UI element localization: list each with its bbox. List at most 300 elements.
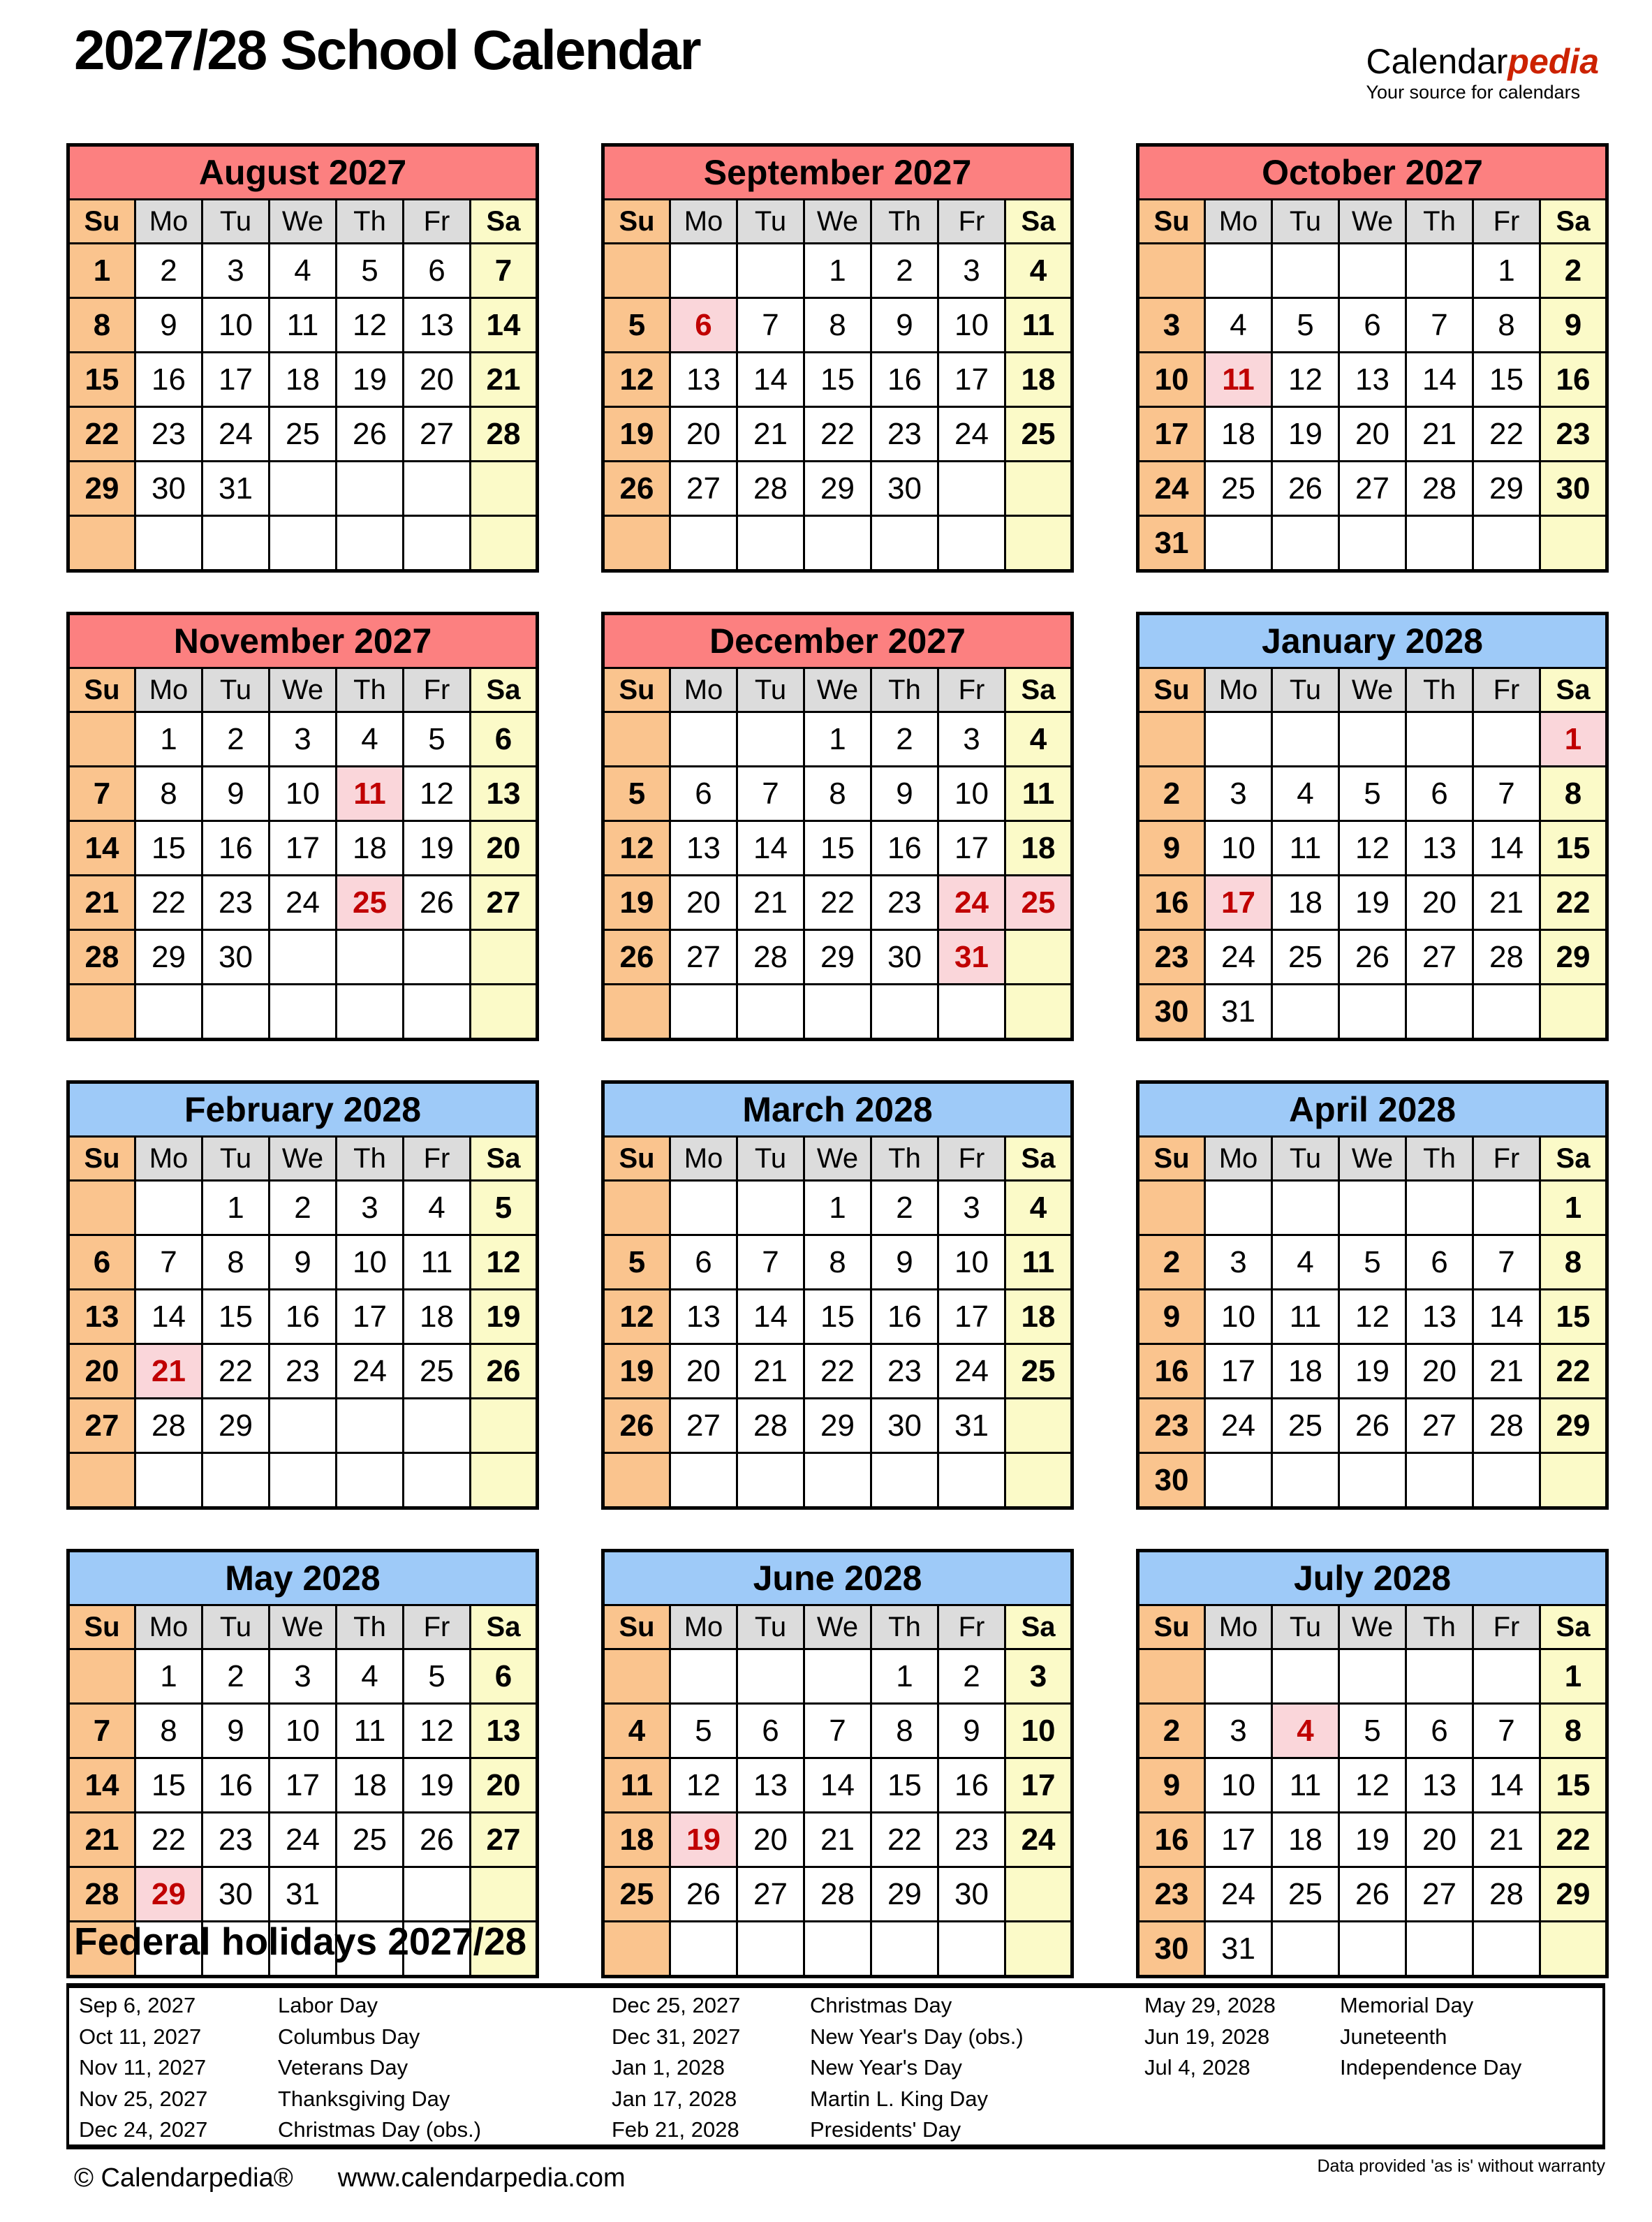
empty-day-cell <box>135 1181 202 1235</box>
day-cell: 11 <box>404 1235 471 1290</box>
empty-day-cell <box>1005 1453 1072 1508</box>
holiday-name: Independence Day <box>1340 2055 1522 2080</box>
day-cell: 1 <box>1473 244 1540 298</box>
day-cell: 22 <box>804 876 871 930</box>
day-cell: 21 <box>1473 1813 1540 1867</box>
day-cell: 16 <box>270 1290 337 1344</box>
empty-day-cell <box>471 462 538 516</box>
day-cell: 15 <box>1540 1758 1607 1813</box>
day-cell: 18 <box>1205 407 1272 462</box>
weekday-label-fr: Fr <box>404 200 471 244</box>
day-cell: 6 <box>670 1235 737 1290</box>
holiday-date: Dec 31, 2027 <box>612 2024 741 2049</box>
logo-brand <box>1366 43 1600 80</box>
day-cell: 26 <box>404 1813 471 1867</box>
copyright-text: © Calendarpedia® <box>74 2163 293 2193</box>
empty-day-cell <box>871 1453 938 1508</box>
month-calendar-march-2028 <box>601 1080 1074 1510</box>
day-cell: 29 <box>68 462 135 516</box>
day-cell: 12 <box>603 821 670 876</box>
day-cell: 26 <box>1272 462 1339 516</box>
empty-day-cell <box>938 1922 1005 1977</box>
day-cell: 27 <box>670 1399 737 1453</box>
weekday-label-fr: Fr <box>938 200 1005 244</box>
day-cell: 14 <box>737 353 804 407</box>
weekday-label-th: Th <box>337 668 404 712</box>
month-title: March 2028 <box>603 1082 1072 1137</box>
day-cell: 3 <box>1005 1649 1072 1704</box>
empty-day-cell <box>1339 516 1406 571</box>
month-title: May 2028 <box>68 1551 538 1605</box>
day-cell: 23 <box>202 876 270 930</box>
holiday-date: Sep 6, 2027 <box>79 1993 196 2018</box>
weekday-label-sa: Sa <box>1540 668 1607 712</box>
empty-day-cell <box>1005 1922 1072 1977</box>
empty-day-cell <box>670 516 737 571</box>
empty-day-cell <box>737 712 804 767</box>
day-cell: 22 <box>135 876 202 930</box>
empty-day-cell <box>1272 1922 1339 1977</box>
empty-day-cell <box>1272 516 1339 571</box>
empty-day-cell <box>1205 244 1272 298</box>
day-cell: 19 <box>471 1290 538 1344</box>
day-cell: 29 <box>1540 930 1607 985</box>
weekday-label-fr: Fr <box>1473 1137 1540 1181</box>
day-cell: 20 <box>471 1758 538 1813</box>
day-cell: 20 <box>471 821 538 876</box>
empty-day-cell <box>670 1649 737 1704</box>
months-grid <box>66 143 1605 1978</box>
day-cell: 20 <box>670 407 737 462</box>
holiday-date: Dec 24, 2027 <box>79 2117 208 2142</box>
day-cell: 17 <box>270 821 337 876</box>
day-cell: 31 <box>270 1867 337 1922</box>
day-cell: 18 <box>1005 1290 1072 1344</box>
day-cell: 20 <box>1339 407 1406 462</box>
day-cell: 21 <box>1473 1344 1540 1399</box>
day-cell: 16 <box>202 1758 270 1813</box>
day-cell: 10 <box>1205 821 1272 876</box>
day-cell: 20 <box>670 1344 737 1399</box>
day-cell: 9 <box>1138 821 1205 876</box>
holiday-name: Martin L. King Day <box>810 2086 988 2111</box>
weekday-label-sa: Sa <box>471 1137 538 1181</box>
empty-day-cell <box>1272 244 1339 298</box>
empty-day-cell <box>603 516 670 571</box>
holiday-day-cell: 25 <box>337 876 404 930</box>
empty-day-cell <box>871 516 938 571</box>
day-cell: 31 <box>938 1399 1005 1453</box>
day-cell: 8 <box>1540 1235 1607 1290</box>
weekday-label-tu: Tu <box>737 1605 804 1649</box>
day-cell: 25 <box>1272 930 1339 985</box>
day-cell: 4 <box>1205 298 1272 353</box>
weekday-label-sa: Sa <box>471 668 538 712</box>
day-cell: 14 <box>1473 1758 1540 1813</box>
day-cell: 16 <box>871 821 938 876</box>
day-cell: 8 <box>1540 1704 1607 1758</box>
day-cell: 21 <box>68 1813 135 1867</box>
day-cell: 9 <box>871 767 938 821</box>
empty-day-cell <box>1473 1453 1540 1508</box>
day-cell: 5 <box>1272 298 1339 353</box>
day-cell: 28 <box>804 1867 871 1922</box>
empty-day-cell <box>404 1399 471 1453</box>
day-cell: 5 <box>404 1649 471 1704</box>
day-cell: 13 <box>471 767 538 821</box>
holiday-name: Thanksgiving Day <box>278 2086 450 2111</box>
day-cell: 23 <box>938 1813 1005 1867</box>
day-cell: 8 <box>135 1704 202 1758</box>
weekday-label-we: We <box>270 200 337 244</box>
day-cell: 7 <box>1406 298 1473 353</box>
empty-day-cell <box>603 1922 670 1977</box>
holiday-day-cell: 25 <box>1005 876 1072 930</box>
day-cell: 17 <box>270 1758 337 1813</box>
day-cell: 25 <box>1272 1867 1339 1922</box>
weekday-label-sa: Sa <box>1005 1137 1072 1181</box>
day-cell: 25 <box>404 1344 471 1399</box>
holiday-date: Jan 17, 2028 <box>612 2086 737 2111</box>
empty-day-cell <box>404 1453 471 1508</box>
empty-day-cell <box>404 516 471 571</box>
empty-day-cell <box>603 1453 670 1508</box>
empty-day-cell <box>1339 1453 1406 1508</box>
day-cell: 17 <box>1205 1344 1272 1399</box>
day-cell: 2 <box>871 1181 938 1235</box>
day-cell: 20 <box>670 876 737 930</box>
empty-day-cell <box>1005 462 1072 516</box>
weekday-label-su: Su <box>603 668 670 712</box>
holiday-day-cell: 6 <box>670 298 737 353</box>
day-cell: 3 <box>270 712 337 767</box>
day-cell: 29 <box>804 930 871 985</box>
weekday-label-tu: Tu <box>1272 668 1339 712</box>
empty-day-cell <box>670 244 737 298</box>
day-cell: 14 <box>1473 1290 1540 1344</box>
day-cell: 28 <box>1473 930 1540 985</box>
day-cell: 27 <box>471 1813 538 1867</box>
day-cell: 15 <box>871 1758 938 1813</box>
day-cell: 19 <box>404 1758 471 1813</box>
logo-tagline: Your source for calendars <box>1366 81 1581 103</box>
day-cell: 18 <box>337 821 404 876</box>
empty-day-cell <box>202 985 270 1040</box>
day-cell: 24 <box>337 1344 404 1399</box>
empty-day-cell <box>1473 516 1540 571</box>
empty-day-cell <box>1540 516 1607 571</box>
empty-day-cell <box>1205 516 1272 571</box>
month-title: August 2027 <box>68 145 538 200</box>
weekday-label-fr: Fr <box>1473 200 1540 244</box>
day-cell: 18 <box>1005 821 1072 876</box>
weekday-label-mo: Mo <box>1205 1137 1272 1181</box>
holiday-day-cell: 24 <box>938 876 1005 930</box>
empty-day-cell <box>804 516 871 571</box>
day-cell: 4 <box>1005 1181 1072 1235</box>
holiday-day-cell: 17 <box>1205 876 1272 930</box>
day-cell: 7 <box>804 1704 871 1758</box>
day-cell: 5 <box>603 767 670 821</box>
day-cell: 3 <box>202 244 270 298</box>
day-cell: 10 <box>270 767 337 821</box>
day-cell: 19 <box>1272 407 1339 462</box>
empty-day-cell <box>68 1453 135 1508</box>
day-cell: 18 <box>337 1758 404 1813</box>
empty-day-cell <box>1272 1649 1339 1704</box>
day-cell: 25 <box>1005 1344 1072 1399</box>
day-cell: 9 <box>1138 1290 1205 1344</box>
holiday-date: Oct 11, 2027 <box>79 2024 202 2049</box>
month-title: December 2027 <box>603 614 1072 668</box>
day-cell: 22 <box>1540 876 1607 930</box>
weekday-label-th: Th <box>871 1605 938 1649</box>
empty-day-cell <box>737 1649 804 1704</box>
day-cell: 26 <box>337 407 404 462</box>
day-cell: 17 <box>938 1290 1005 1344</box>
day-cell: 22 <box>1540 1813 1607 1867</box>
month-calendar-july-2028 <box>1136 1549 1609 1978</box>
empty-day-cell <box>1005 985 1072 1040</box>
day-cell: 23 <box>1138 1399 1205 1453</box>
day-cell: 7 <box>737 298 804 353</box>
day-cell: 25 <box>1272 1399 1339 1453</box>
day-cell: 20 <box>68 1344 135 1399</box>
day-cell: 8 <box>68 298 135 353</box>
day-cell: 20 <box>1406 1813 1473 1867</box>
day-cell: 14 <box>471 298 538 353</box>
weekday-label-tu: Tu <box>737 1137 804 1181</box>
day-cell: 4 <box>1005 712 1072 767</box>
day-cell: 9 <box>871 1235 938 1290</box>
day-cell: 22 <box>68 407 135 462</box>
day-cell: 16 <box>938 1758 1005 1813</box>
day-cell: 23 <box>270 1344 337 1399</box>
day-cell: 29 <box>804 462 871 516</box>
weekday-label-sa: Sa <box>1540 1605 1607 1649</box>
day-cell: 5 <box>1339 1704 1406 1758</box>
holiday-date: Jan 1, 2028 <box>612 2055 725 2080</box>
day-cell: 4 <box>1272 767 1339 821</box>
empty-day-cell <box>603 1181 670 1235</box>
day-cell: 7 <box>1473 1704 1540 1758</box>
empty-day-cell <box>603 712 670 767</box>
day-cell: 24 <box>938 407 1005 462</box>
footer-copyright <box>74 2163 626 2193</box>
day-cell: 12 <box>471 1235 538 1290</box>
weekday-label-th: Th <box>337 1605 404 1649</box>
empty-day-cell <box>270 1453 337 1508</box>
empty-day-cell <box>804 985 871 1040</box>
day-cell: 26 <box>603 930 670 985</box>
empty-day-cell <box>1406 1922 1473 1977</box>
weekday-label-mo: Mo <box>670 668 737 712</box>
empty-day-cell <box>670 1922 737 1977</box>
day-cell: 6 <box>68 1235 135 1290</box>
day-cell: 5 <box>603 298 670 353</box>
day-cell: 4 <box>337 712 404 767</box>
weekday-label-we: We <box>804 1137 871 1181</box>
day-cell: 13 <box>68 1290 135 1344</box>
day-cell: 29 <box>1540 1867 1607 1922</box>
weekday-label-su: Su <box>68 1605 135 1649</box>
day-cell: 1 <box>804 244 871 298</box>
weekday-label-we: We <box>1339 1137 1406 1181</box>
day-cell: 30 <box>1540 462 1607 516</box>
day-cell: 2 <box>1138 1235 1205 1290</box>
day-cell: 8 <box>202 1235 270 1290</box>
empty-day-cell <box>737 1453 804 1508</box>
day-cell: 5 <box>337 244 404 298</box>
day-cell: 21 <box>737 407 804 462</box>
day-cell: 15 <box>1540 1290 1607 1344</box>
day-cell: 20 <box>1406 1344 1473 1399</box>
month-title: October 2027 <box>1138 145 1607 200</box>
day-cell: 10 <box>270 1704 337 1758</box>
day-cell: 31 <box>202 462 270 516</box>
day-cell: 11 <box>1272 821 1339 876</box>
empty-day-cell <box>737 516 804 571</box>
day-cell: 5 <box>471 1181 538 1235</box>
month-title: November 2027 <box>68 614 538 668</box>
weekday-label-th: Th <box>337 200 404 244</box>
day-cell: 18 <box>270 353 337 407</box>
day-cell: 13 <box>737 1758 804 1813</box>
day-cell: 24 <box>270 876 337 930</box>
holiday-date: Jun 19, 2028 <box>1144 2024 1270 2049</box>
day-cell: 8 <box>871 1704 938 1758</box>
day-cell: 27 <box>1339 462 1406 516</box>
empty-day-cell <box>1540 1922 1607 1977</box>
day-cell: 12 <box>1339 1758 1406 1813</box>
day-cell: 24 <box>202 407 270 462</box>
day-cell: 19 <box>603 876 670 930</box>
day-cell: 14 <box>1406 353 1473 407</box>
day-cell: 12 <box>670 1758 737 1813</box>
weekday-label-th: Th <box>871 200 938 244</box>
day-cell: 22 <box>804 1344 871 1399</box>
day-cell: 1 <box>804 712 871 767</box>
day-cell: 15 <box>135 821 202 876</box>
empty-day-cell <box>1339 244 1406 298</box>
day-cell: 30 <box>1138 985 1205 1040</box>
weekday-label-tu: Tu <box>202 1605 270 1649</box>
day-cell: 5 <box>1339 1235 1406 1290</box>
day-cell: 6 <box>471 712 538 767</box>
day-cell: 18 <box>404 1290 471 1344</box>
holiday-name: Juneteenth <box>1340 2024 1447 2049</box>
weekday-label-tu: Tu <box>737 200 804 244</box>
calendarpedia-logo <box>1366 43 1600 102</box>
month-title: September 2027 <box>603 145 1072 200</box>
day-cell: 23 <box>1540 407 1607 462</box>
day-cell: 28 <box>1473 1399 1540 1453</box>
day-cell: 9 <box>1540 298 1607 353</box>
day-cell: 10 <box>1005 1704 1072 1758</box>
day-cell: 29 <box>871 1867 938 1922</box>
empty-day-cell <box>337 1453 404 1508</box>
empty-day-cell <box>202 516 270 571</box>
day-cell: 14 <box>68 821 135 876</box>
day-cell: 15 <box>1540 821 1607 876</box>
day-cell: 23 <box>202 1813 270 1867</box>
empty-day-cell <box>471 516 538 571</box>
weekday-label-mo: Mo <box>135 1137 202 1181</box>
day-cell: 28 <box>737 462 804 516</box>
day-cell: 15 <box>804 1290 871 1344</box>
day-cell: 3 <box>270 1649 337 1704</box>
empty-day-cell <box>337 1399 404 1453</box>
day-cell: 17 <box>1205 1813 1272 1867</box>
day-cell: 13 <box>471 1704 538 1758</box>
empty-day-cell <box>135 1453 202 1508</box>
day-cell: 24 <box>1005 1813 1072 1867</box>
day-cell: 20 <box>404 353 471 407</box>
day-cell: 31 <box>1138 516 1205 571</box>
day-cell: 29 <box>135 930 202 985</box>
weekday-label-th: Th <box>1406 668 1473 712</box>
day-cell: 15 <box>804 821 871 876</box>
day-cell: 29 <box>202 1399 270 1453</box>
weekday-label-su: Su <box>603 1137 670 1181</box>
day-cell: 15 <box>135 1758 202 1813</box>
holiday-day-cell: 31 <box>938 930 1005 985</box>
day-cell: 1 <box>1540 1649 1607 1704</box>
day-cell: 18 <box>603 1813 670 1867</box>
day-cell: 19 <box>404 821 471 876</box>
holiday-name: Labor Day <box>278 1993 378 2018</box>
day-cell: 10 <box>938 767 1005 821</box>
day-cell: 27 <box>68 1399 135 1453</box>
empty-day-cell <box>1473 1181 1540 1235</box>
day-cell: 16 <box>1138 1344 1205 1399</box>
day-cell: 6 <box>1339 298 1406 353</box>
day-cell: 6 <box>1406 1235 1473 1290</box>
day-cell: 23 <box>1138 1867 1205 1922</box>
day-cell: 27 <box>1406 930 1473 985</box>
day-cell: 11 <box>1005 1235 1072 1290</box>
empty-day-cell <box>1339 985 1406 1040</box>
day-cell: 24 <box>270 1813 337 1867</box>
day-cell: 27 <box>670 462 737 516</box>
empty-day-cell <box>1406 516 1473 571</box>
month-title: June 2028 <box>603 1551 1072 1605</box>
day-cell: 4 <box>1272 1235 1339 1290</box>
weekday-label-mo: Mo <box>1205 1605 1272 1649</box>
weekday-label-tu: Tu <box>1272 1605 1339 1649</box>
day-cell: 7 <box>1473 1235 1540 1290</box>
empty-day-cell <box>1205 1453 1272 1508</box>
empty-day-cell <box>135 985 202 1040</box>
federal-holidays-table <box>66 1983 1605 2149</box>
day-cell: 27 <box>404 407 471 462</box>
empty-day-cell <box>1339 712 1406 767</box>
day-cell: 28 <box>1473 1867 1540 1922</box>
day-cell: 23 <box>871 1344 938 1399</box>
day-cell: 22 <box>135 1813 202 1867</box>
weekday-label-fr: Fr <box>1473 1605 1540 1649</box>
empty-day-cell <box>603 985 670 1040</box>
empty-day-cell <box>938 985 1005 1040</box>
month-calendar-april-2028 <box>1136 1080 1609 1510</box>
weekday-label-we: We <box>804 200 871 244</box>
day-cell: 3 <box>337 1181 404 1235</box>
day-cell: 3 <box>1138 298 1205 353</box>
holiday-date: Nov 25, 2027 <box>79 2086 208 2111</box>
weekday-label-th: Th <box>871 668 938 712</box>
empty-day-cell <box>337 516 404 571</box>
empty-day-cell <box>670 1181 737 1235</box>
